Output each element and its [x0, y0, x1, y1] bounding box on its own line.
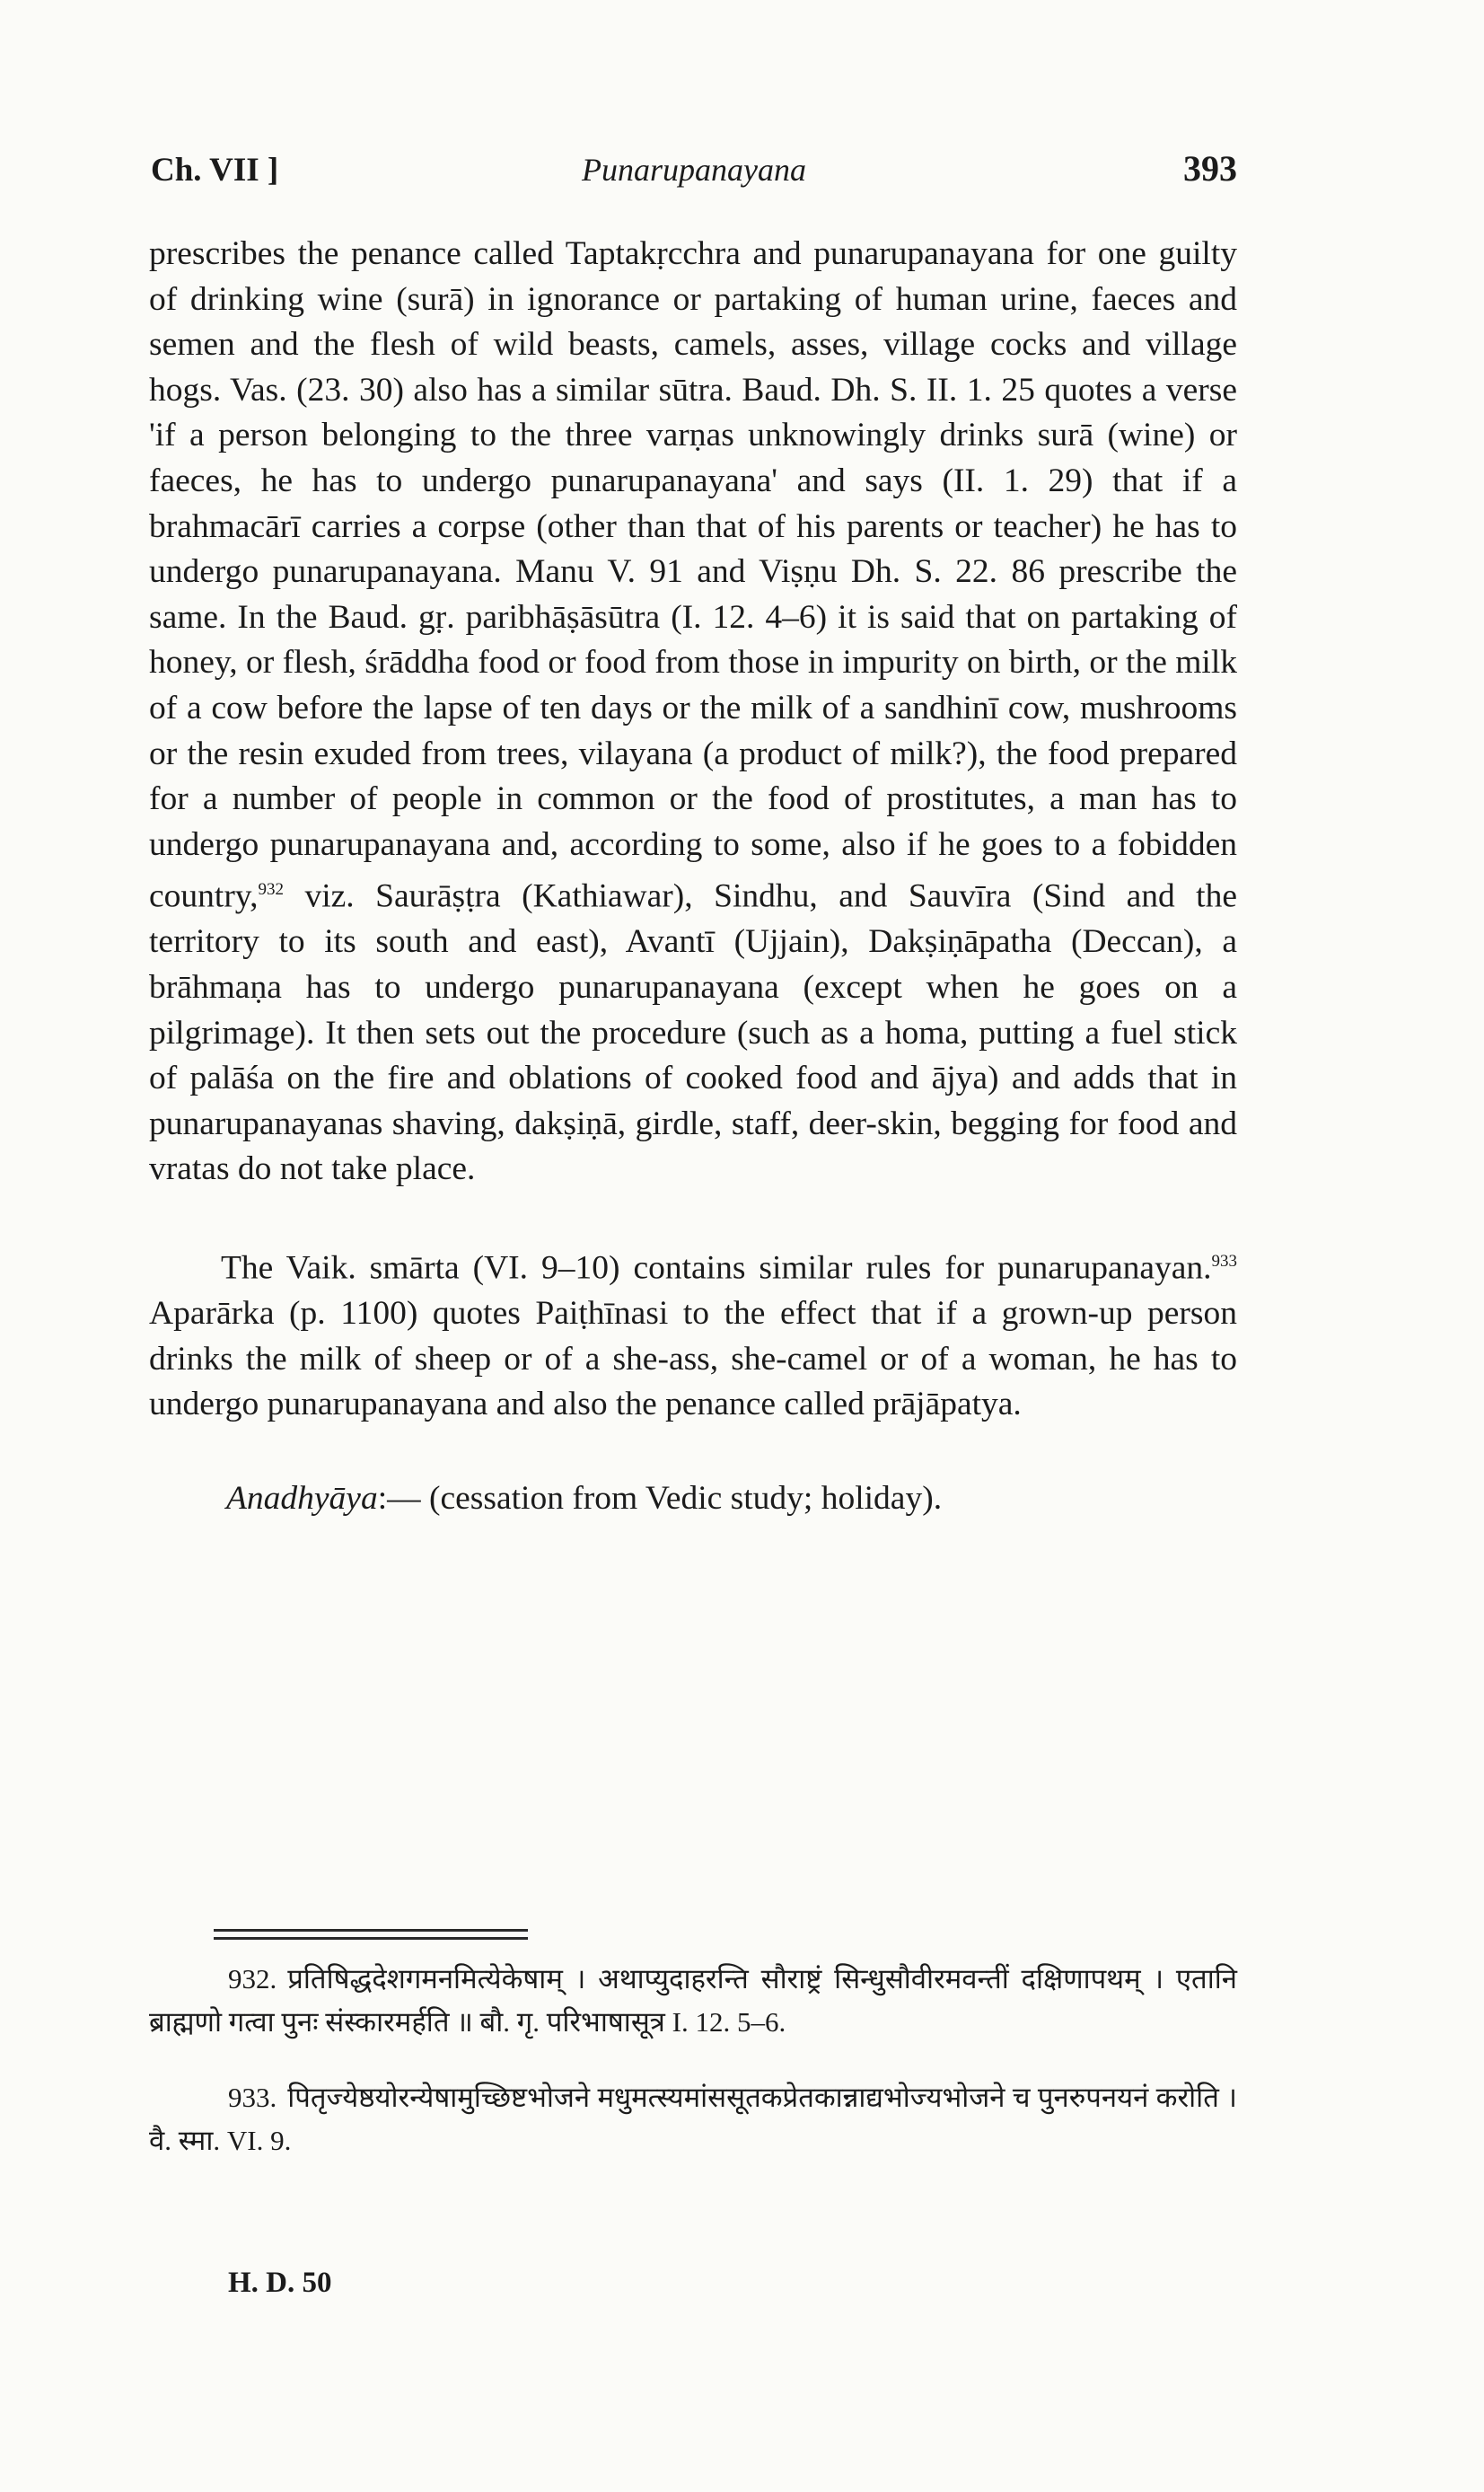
footnote-text: प्रतिषिद्धदेशगमनमित्येकेषाम् । अथाप्युदाहरन्ति सौराष्ट्रं सिन्धुसौवीरमवन्तीं दक्षिणापथम् । एतानि ब्राह्मणो गत्वा पुनः संस्कारमर्हति ॥ बौ. गृ. परिभाषासूत्र I. 12. 5–6.: [149, 1963, 1237, 2038]
footnote-933: [149, 2076, 1237, 2162]
paragraph-1: [149, 232, 1237, 1193]
paragraph-2-text: The Vaik. smārta (VI. 9–10) contains similar rules for punarupanayan.: [221, 1249, 1212, 1287]
footnote-932: [149, 1958, 1237, 2044]
body-text: [149, 232, 1237, 1521]
section-term: Anadhyāya: [226, 1479, 378, 1517]
footnote-ref-933: 933: [1211, 1251, 1237, 1271]
footnotes: [149, 1958, 1237, 2162]
footnote-number: 932.: [228, 1963, 277, 1994]
signature-mark: H. D. 50: [228, 2267, 332, 2299]
section-separator: :—: [377, 1479, 421, 1517]
section-description: (cessation from Vedic study; holiday).: [429, 1479, 943, 1517]
section-heading: [149, 1476, 1237, 1522]
footnote-divider-top: [214, 1929, 528, 1932]
paragraph-2-continued: Aparārka (p. 1100) quotes Paiṭhīnasi to the effect that if a grown-up person drinks the milk of sheep or of a she-ass, she-camel or of a woman, he has to undergo punarupanayana and also the penance called prājāpatya.: [149, 1295, 1237, 1423]
paragraph-1-continued: viz. Saurāṣṭra (Kathiawar), Sindhu, and Sauvīra (Sind and the territory to its south and east), Avantī (Ujjain), Dakṣiṇāpatha (Deccan), a brāhmaṇa has to undergo punarupanayana (except when he goes on a pilgrimage). It then sets out the procedure (such as a homa, putting a fuel stick of palāśa on the fire and oblations of cooked food and ājya) and adds that in punarupanayanas shaving, dakṣiṇā, girdle, staff, deer-skin, begging for food and vratas do not take place.: [149, 877, 1237, 1188]
paragraph-1-text: prescribes the penance called Taptakṛcchra and punarupanayana for one guilty of drinking wine (surā) in ignorance or partaking of human urine, faeces and semen and the flesh of wild beasts, camels, asses, village cocks and village hogs. Vas. (23. 30) also has a similar sūtra. Baud. Dh. S. II. 1. 25 quotes a verse 'if a person belonging to the three varṇas unknowingly drinks surā (wine) or faeces, he has to undergo punarupanayana' and says (II. 1. 29) that if a brahmacārī carries a corpse (other than that of his parents or teacher) he has to undergo punarupanayana. Manu V. 91 and Viṣṇu Dh. S. 22. 86 prescribe the same. In the Baud. gṛ. paribhāṣāsūtra (I. 12. 4–6) it is said that on partaking of honey, or flesh, śrāddha food or food from those in impurity on birth, or the milk of a cow before the lapse of ten days or the milk of a sandhinī cow, mushrooms or the resin exuded from trees, vilayana (a product of milk?), the food prepared for a number of people in common or the food of prostitutes, a man has to undergo punarupanayana and, according to some, also if he goes to a fobidden country,: [149, 235, 1237, 915]
running-title: Punarupanayana: [582, 152, 806, 188]
page-number: 393: [1183, 148, 1237, 189]
footnote-text: पितृज्येष्ठयोरन्येषामुच्छिष्टभोजने मधुमत्स्यमांससूतकप्रेतकान्नाद्यभोज्यभोजने च पुनरुपनयनं करोति । वै. स्मा. VI. 9.: [149, 2082, 1237, 2156]
page-header: [151, 148, 1237, 205]
footnote-number: 933.: [228, 2082, 277, 2113]
paragraph-2: [149, 1239, 1237, 1428]
footnote-divider-bottom: [214, 1937, 528, 1940]
chapter-label: Ch. VII ]: [151, 152, 279, 189]
footnote-ref-932: 932: [258, 880, 284, 900]
